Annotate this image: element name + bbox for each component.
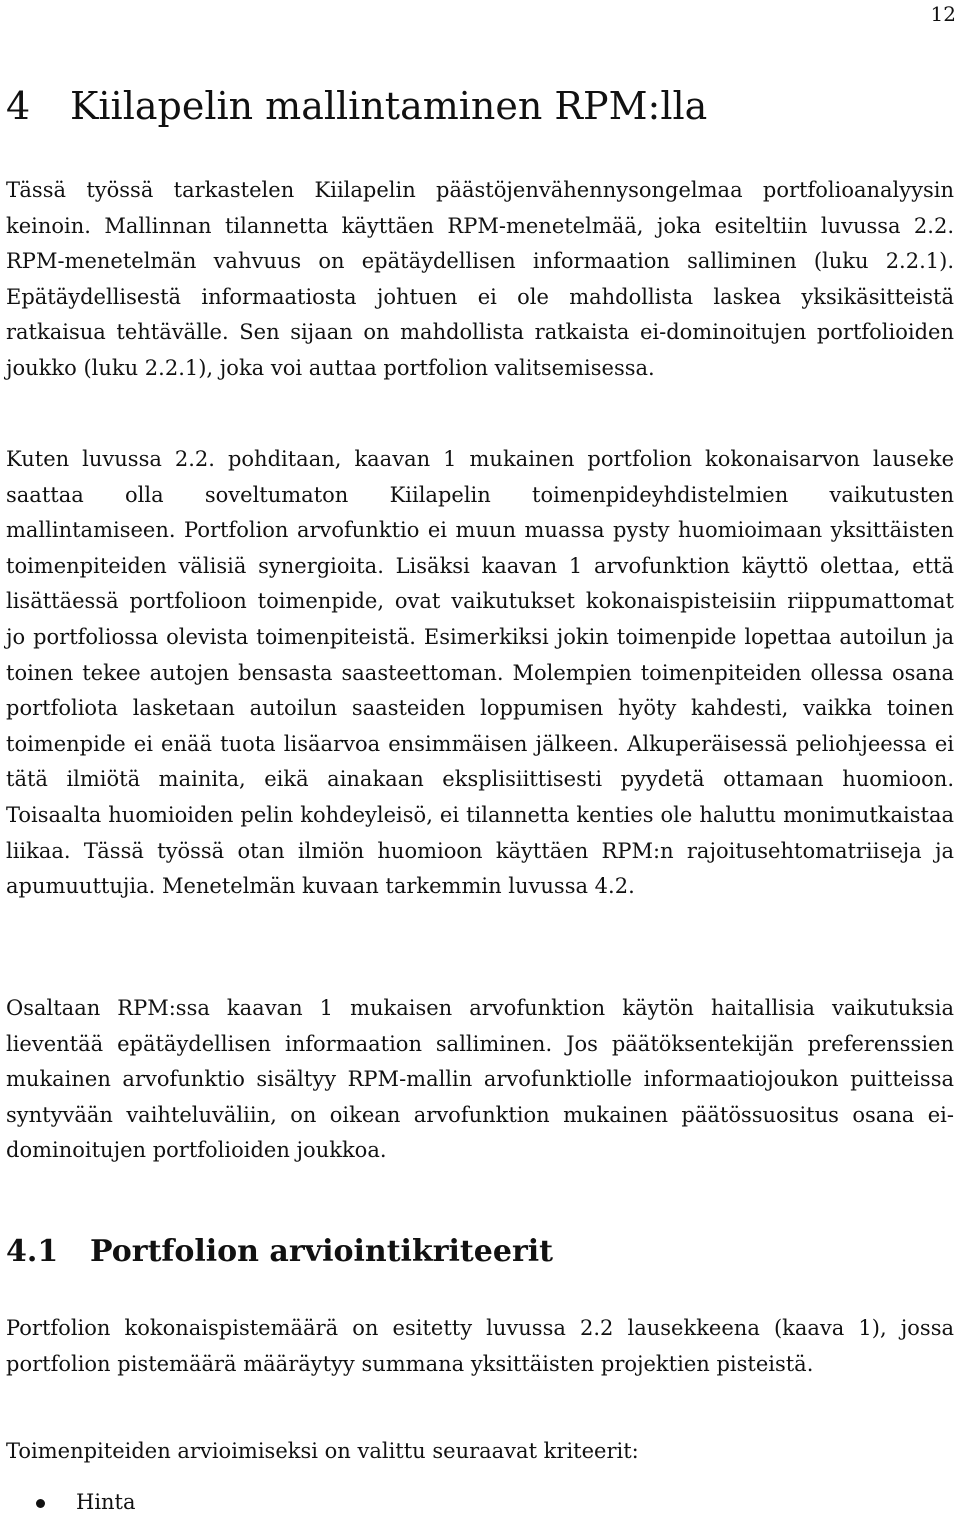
paragraph-value-function: Kuten luvussa 2.2. pohditaan, kaavan 1 mukainen portfolion kokonaisarvon lauseke saattaa olla soveltumaton Kiilapelin toimenpideyhdistelmien vaikutusten mallintamiseen. Portfolion arvofunktio ei muun muassa pysty huomioimaan yksittäisten toimenpiteiden välisiä synergioita. Lisäksi kaavan 1 arvofunktion käyttö olettaa, että lisättäessä portfolioon toimenpide, ovat vaikutukset kokonaispisteisiin riippumattomat jo portfoliossa olevista toimenpiteistä. Esimerkiksi jokin toimenpide lopettaa autoilun ja toinen tekee autojen bensasta saasteettoman. Molempien toimenpiteiden ollessa osana portfoliota lasketaan autoilun saasteiden loppumisen hyöty kahdesti, vaikka toinen toimenpide ei enää tuota lisäarvoa ensimmäisen jälkeen. Alkuperäisessä peliohjeessa ei tätä ilmiötä mainita, eikä ainakaan eksplisiittisesti pyydetä ottamaan huomioon. Toisaalta huomioiden pelin kohdeyleisö, ei tilannetta kenties ole haluttu monimutkaistaa liikaa. Tässä työssä otan ilmiön huomioon käyttäen RPM:n rajoitusehtomatriiseja ja apumuuttujia. Menetelmän kuvaan tarkemmin luvussa 4.2. [6,447,954,899]
paragraph-incomplete-information: Osaltaan RPM:ssa kaavan 1 mukaisen arvofunktion käytön haitallisia vaikutuksia lieventää epätäydellisen informaation salliminen. Jos päätöksentekijän preferenssien mukainen arvofunktio sisältyy RPM-mallin arvofunktiolle informaatiojoukon puitteissa syntyvään vaihteluväliin, on oikean arvofunktion mukainen päätössuositus osana ei-dominoitujen portfolioiden joukkoa. [6,996,954,1163]
bullet-icon [36,1499,45,1508]
criteria-list [6,1486,136,1518]
page-number: 12 [930,2,956,26]
paragraph-criteria-intro: Toimenpiteiden arvioimiseksi on valittu seuraavat kriteerit: [6,1439,639,1463]
list-item-label: Hinta [76,1490,136,1514]
chapter-number: 4 [6,84,31,128]
list-item [6,1486,136,1518]
section-heading [6,1232,553,1272]
paragraph-intro: Tässä työssä tarkastelen Kiilapelin päästöjenvähennysongelmaa portfolioanalyysin keinoin. Mallinnan tilannetta käyttäen RPM-menetelmää, joka esiteltiin luvussa 2.2. RPM-menetelmän vahvuus on epätäydellisen informaation salliminen (luku 2.2.1). Epätäydellisestä informaatiosta johtuen ei ole mahdollista laskea yksikäsitteistä ratkaisua tehtävälle. Sen sijaan on mahdollista ratkaista ei-dominoitujen portfolioiden joukko (luku 2.2.1), joka voi auttaa portfolion valitsemisessa. [6,178,954,380]
paragraph-portfolio-score: Portfolion kokonaispistemäärä on esitetty luvussa 2.2 lausekkeena (kaava 1), jossa portfolion pistemäärä määräytyy summana yksittäisten projektien pisteistä. [6,1316,954,1376]
section-number: 4.1 [6,1234,59,1269]
chapter-heading [6,84,707,128]
section-title: Portfolion arviointikriteerit [90,1234,554,1269]
chapter-title: Kiilapelin mallintaminen RPM:lla [70,84,708,128]
